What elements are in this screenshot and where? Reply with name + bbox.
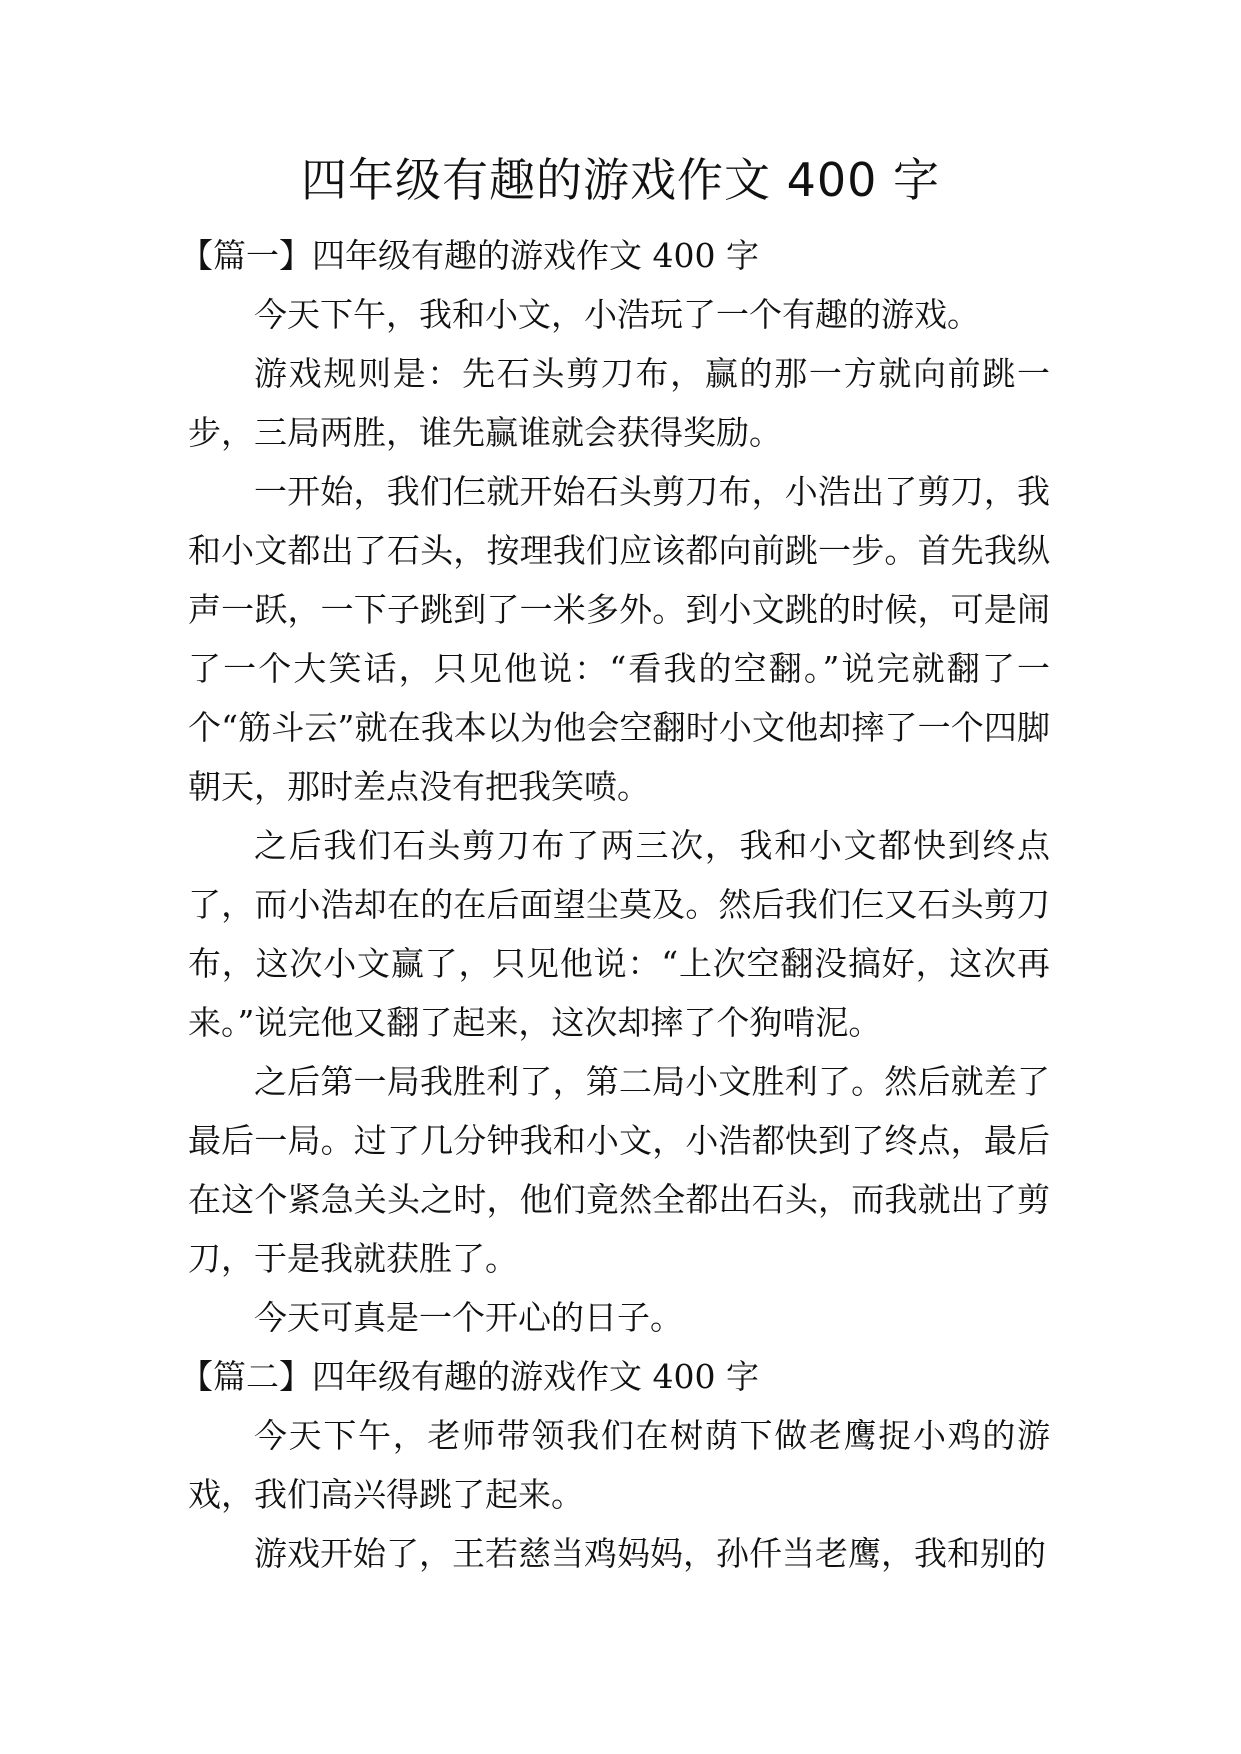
paragraph: 今天下午，老师带领我们在树荫下做老鹰捉小鸡的游戏，我们高兴得跳了起来。	[188, 1416, 1050, 1514]
section-heading-1: 【篇一】四年级有趣的游戏作文 400 字	[180, 236, 759, 275]
paragraph: 今天下午，我和小文，小浩玩了一个有趣的游戏。	[254, 295, 980, 334]
paragraph: 今天可真是一个开心的日子。	[254, 1298, 683, 1337]
document-body	[180, 226, 1050, 1583]
paragraph: 之后我们石头剪刀布了两三次，我和小文都快到终点了，而小浩却在的在后面望尘莫及。然后我们仨又石头剪刀布，这次小文赢了，只见他说：“上次空翻没搞好，这次再来。”说完他又翻了起来，这次却摔了个狗啃泥。	[188, 826, 1050, 1042]
paragraph: 游戏规则是：先石头剪刀布，赢的那一方就向前跳一步，三局两胜，谁先赢谁就会获得奖励。	[188, 354, 1050, 452]
paragraph: 游戏开始了，王若慈当鸡妈妈，孙仟当老鹰，我和别的	[254, 1534, 1046, 1573]
paragraph: 之后第一局我胜利了，第二局小文胜利了。然后就差了最后一局。过了几分钟我和小文，小浩都快到了终点，最后在这个紧急关头之时，他们竟然全都出石头，而我就出了剪刀，于是我就获胜了。	[188, 1062, 1050, 1278]
document-title: 四年级有趣的游戏作文 400 字	[300, 153, 941, 207]
paragraph: 一开始，我们仨就开始石头剪刀布，小浩出了剪刀，我和小文都出了石头，按理我们应该都向前跳一步。首先我纵声一跃，一下子跳到了一米多外。到小文跳的时候，可是闹了一个大笑话，只见他说：“看我的空翻。”说完就翻了一个“筋斗云”就在我本以为他会空翻时小文他却摔了一个四脚朝天，那时差点没有把我笑喷。	[188, 472, 1050, 806]
section-heading-2: 【篇二】四年级有趣的游戏作文 400 字	[180, 1357, 759, 1396]
